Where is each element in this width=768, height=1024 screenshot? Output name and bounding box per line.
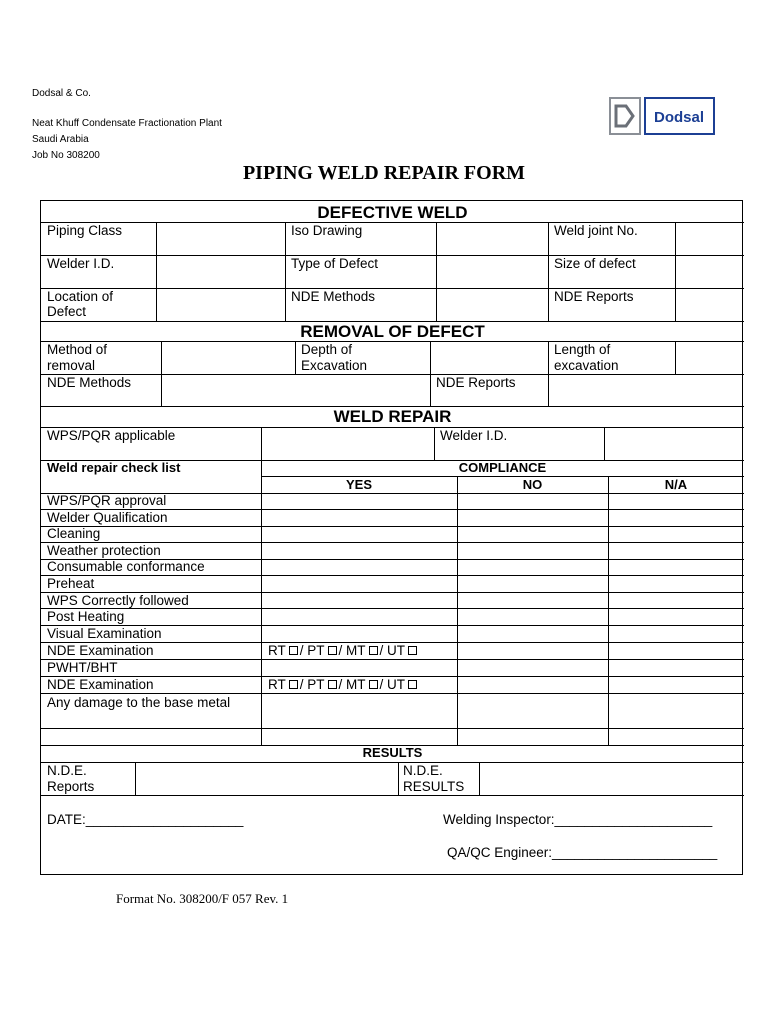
checklist-item: WPS Correctly followed [47, 593, 189, 608]
section-defective-weld: DEFECTIVE WELD [317, 203, 468, 222]
label-depth-of-excavation-1: Depth of [301, 342, 353, 357]
option-pt: / PT [299, 643, 325, 658]
label-depth-of-excavation-2: Excavation [301, 358, 368, 373]
column-na: N/A [664, 477, 688, 492]
checklist-item: WPS/PQR approval [47, 493, 167, 508]
label-nde-reports-result-1: N.D.E. [47, 763, 87, 778]
label-removal-nde-methods: NDE Methods [47, 375, 132, 390]
option-ut: / UT [379, 677, 406, 692]
label-wps-pqr-applicable: WPS/PQR applicable [47, 428, 176, 443]
label-length-of-excavation-1: Length of [554, 342, 611, 357]
column-no: NO [522, 477, 543, 492]
checklist-item: Post Heating [47, 609, 125, 624]
checkbox-ut[interactable] [408, 646, 417, 655]
label-location-of-defect-1: Location of [47, 289, 114, 304]
job-number: Job No 308200 [32, 150, 100, 161]
label-nde-reports-result-2: Reports [47, 779, 95, 794]
country: Saudi Arabia [32, 134, 89, 145]
checkbox-ut[interactable] [408, 680, 417, 689]
checklist-item: NDE Examination [47, 677, 154, 692]
label-welder-id: Welder I.D. [47, 256, 115, 271]
label-checklist: Weld repair check list [47, 460, 181, 475]
checkbox-pt[interactable] [328, 646, 337, 655]
date-field[interactable]: DATE:_____________________ [47, 812, 244, 827]
checkbox-mt[interactable] [369, 680, 378, 689]
option-rt: RT [268, 677, 286, 692]
checklist-item: Consumable conformance [47, 559, 205, 574]
label-compliance: COMPLIANCE [458, 460, 547, 475]
checkbox-mt[interactable] [369, 646, 378, 655]
label-nde-results-1: N.D.E. [403, 763, 443, 778]
welding-inspector-field[interactable]: Welding Inspector:_____________________ [443, 812, 713, 827]
label-repair-welder-id: Welder I.D. [440, 428, 508, 443]
checkbox-rt[interactable] [289, 646, 298, 655]
label-method-of-removal-2: removal [47, 358, 96, 373]
label-weld-joint-no: Weld joint No. [554, 223, 638, 238]
option-mt: / MT [338, 677, 366, 692]
label-length-of-excavation-2: excavation [554, 358, 619, 373]
label-nde-methods: NDE Methods [291, 289, 376, 304]
nde-options-row [268, 643, 419, 659]
checkbox-rt[interactable] [289, 680, 298, 689]
option-rt: RT [268, 643, 286, 658]
label-type-of-defect: Type of Defect [291, 256, 379, 271]
weld-repair-form [40, 200, 743, 875]
section-weld-repair: WELD REPAIR [333, 407, 452, 426]
label-piping-class: Piping Class [47, 223, 123, 238]
checklist-item: Cleaning [47, 526, 101, 541]
option-ut: / UT [379, 643, 406, 658]
label-nde-results-2: RESULTS [403, 779, 465, 794]
checklist-item: Preheat [47, 576, 95, 591]
dodsal-logo [609, 97, 715, 135]
label-nde-reports: NDE Reports [554, 289, 634, 304]
page-title: PIPING WELD REPAIR FORM [242, 162, 526, 184]
qaqc-engineer-field[interactable]: QA/QC Engineer:______________________ [447, 845, 718, 860]
checklist-item: NDE Examination [47, 643, 154, 658]
company-name: Dodsal & Co. [32, 88, 91, 99]
project-name: Neat Khuff Condensate Fractionation Plant [32, 118, 222, 129]
column-yes: YES [345, 477, 372, 492]
option-pt: / PT [299, 677, 325, 692]
label-method-of-removal-1: Method of [47, 342, 108, 357]
checklist-item: Any damage to the base metal [47, 695, 231, 710]
section-results: RESULTS [362, 745, 423, 760]
label-size-of-defect: Size of defect [554, 256, 636, 271]
checklist-item: Visual Examination [47, 626, 162, 641]
format-number: Format No. 308200/F 057 Rev. 1 [116, 891, 289, 906]
checklist-item: Welder Qualification [47, 510, 168, 525]
section-removal-of-defect: REMOVAL OF DEFECT [300, 322, 485, 341]
nde-options-row [268, 677, 419, 693]
label-iso-drawing: Iso Drawing [291, 223, 363, 238]
option-mt: / MT [338, 643, 366, 658]
checklist-item: PWHT/BHT [47, 660, 118, 675]
label-removal-nde-reports: NDE Reports [436, 375, 516, 390]
checklist-item: Weather protection [47, 543, 161, 558]
logo-text: Dodsal [653, 109, 705, 126]
checkbox-pt[interactable] [328, 680, 337, 689]
label-location-of-defect-2: Defect [47, 304, 87, 319]
